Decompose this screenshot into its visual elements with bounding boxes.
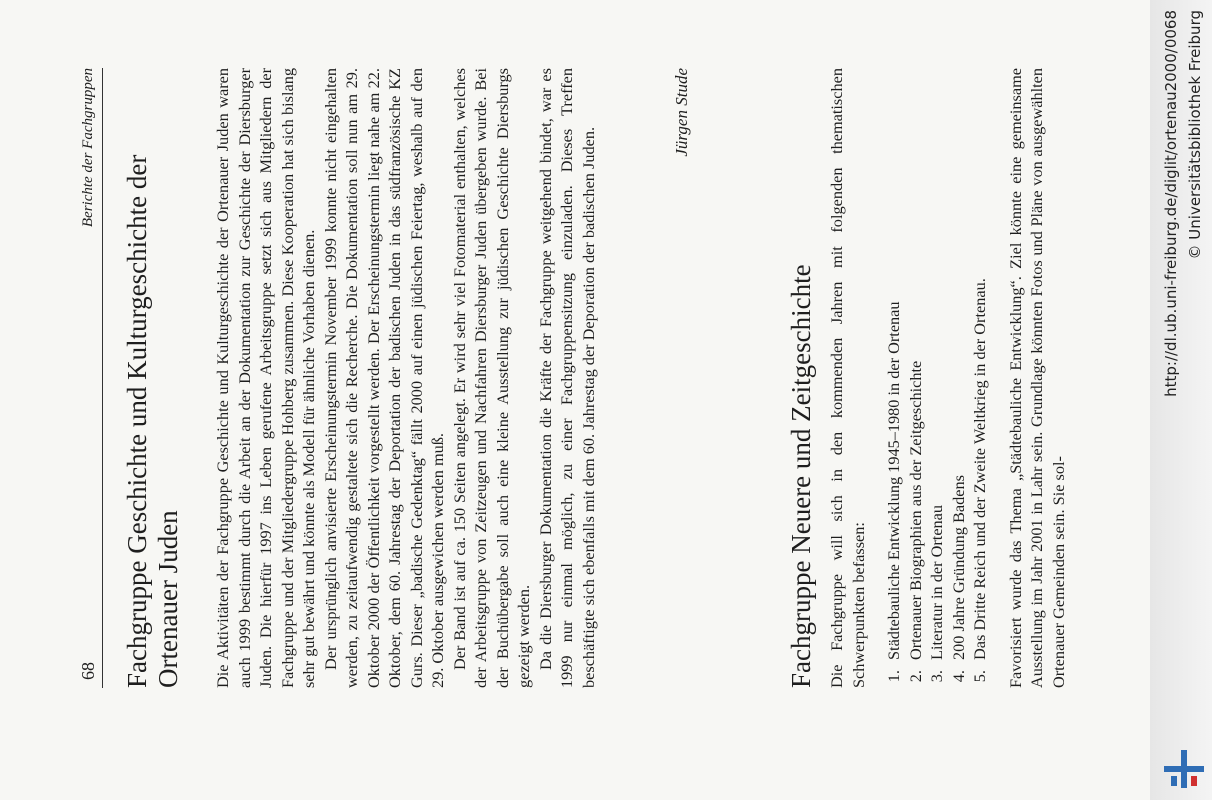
library-logo-icon xyxy=(1162,746,1206,790)
list-item: 2. Ortenauer Biographien aus der Zeitgeschichte xyxy=(905,68,927,666)
paragraph: Der Band ist auf ca. 150 Seiten angelegt. Er wird sehr viel Fotomaterial enthalten, welches der Arbeitsgruppe von Zeitzeugen und Nachfahren Diersburger Juden übergeben wurde. Bei der Buchübergabe soll auch eine kleine Ausstellung zur jüdischen Geschichte Diersburgs gezeigt werden. xyxy=(449,68,533,688)
section-title-juden: Fachgruppe Geschichte und Kulturgeschichte der Ortenauer Juden xyxy=(122,154,183,688)
running-head: Berichte der Fachgruppen xyxy=(80,68,96,228)
copyright-notice: © Universitätsbibliothek Freiburg xyxy=(1186,10,1204,260)
paragraph: Die Aktivitäten der Fachgruppe Geschichte und Kulturgeschichte der Ortenauer Juden waren auch 1999 bestimmt durch die Arbeit an der Dokumentation zur Geschichte der Diersburger Juden. Die hierfür 1997 ins Leben gerufene Arbeitsgruppe setzt sich aus Mitgliedern der Fachgruppe und der Mitgliedergruppe Hohberg zusammen. Diese Kooperation hat sich bislang sehr gut bewährt und könnte als Modell für ähnliche Vorhaben dienen. xyxy=(213,68,318,688)
intro-paragraph: Die Fachgruppe will sich in den kommenden Jahren mit folgenden thematischen Schwerpunkten befassen: xyxy=(827,68,868,688)
list-item: 1. Städtebauliche Entwicklung 1945–1980 in der Ortenau xyxy=(883,68,905,666)
list-item: 5. Das Dritte Reich und der Zweite Weltkrieg in der Ortenau. xyxy=(969,68,991,666)
library-footer xyxy=(1150,0,1212,800)
list-item: 4. 200 Jahre Gründung Badens xyxy=(948,68,970,666)
paragraph: Der ursprünglich anvisierte Erscheinungstermin November 1999 konnte nicht eingehalten werden, zu zeitaufwendig gestaltete sich die Recherche. Die Dokumentation soll nun am 29. Oktober 2000 der Öffentlichkeit vorgestellt werden. Der Erscheinungstermin liegt nahe am 22. Oktober, dem 60. Jahrestag der Deportation der badischen Juden in das südfranzösische KZ Gurs. Dieser „badische Gedenktag“ fällt 2000 auf einen jüdischen Feiertag, weshalb auf den 29. Oktober ausgewichen werden muß. xyxy=(320,68,447,688)
paragraph: Da die Diersburger Dokumentation die Kräfte der Fachgruppe weitgehend bindet, war es 1999 nur einmal möglich, zu einer Fachgruppensitzung einzuladen. Dieses Treffen beschäftigte sich ebenfalls mit dem 60. Jahrestag der Deporation der badischen Juden. xyxy=(535,68,598,688)
source-url[interactable]: http://dl.ub.uni-freiburg.de/diglit/ortenau2000/0068 xyxy=(1162,10,1180,397)
author-signature: Jürgen Stude xyxy=(672,68,691,157)
topic-list xyxy=(883,68,991,688)
closing-paragraph: Favorisiert wurde das Thema „Städtebauliche Entwicklung“. Ziel könnte eine gemeinsame Ausstellung im Jahr 2001 in Lahr sein. Grundlage könnten Fotos und Pläne von ausgewählten Ortenauer Gemeinden sein. Sie sol- xyxy=(1005,68,1068,688)
section-body-juden xyxy=(212,68,599,688)
section-title-zeitgeschichte: Fachgruppe Neuere und Zeitgeschichte xyxy=(786,264,816,688)
list-item: 3. Literatur in der Ortenau xyxy=(926,68,948,666)
page-header xyxy=(78,68,103,688)
page-number: 68 xyxy=(78,662,98,680)
section-body-zeitgeschichte xyxy=(826,68,1069,688)
